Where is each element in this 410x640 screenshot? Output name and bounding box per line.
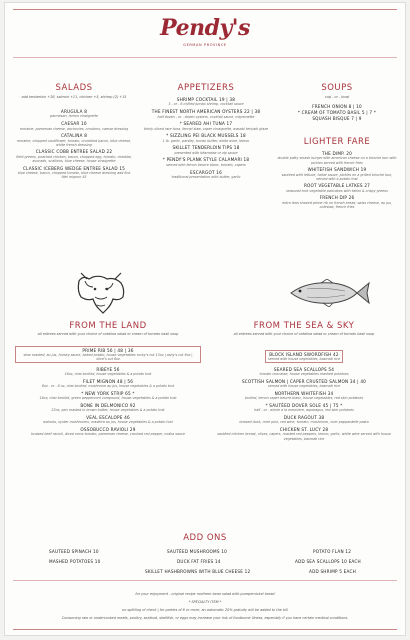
appetizers-heading: APPETIZERS [177, 83, 235, 93]
list-item: VEAL ESCALOPE 46 walnuts, oyster mushrooms, madeira au jus, house vegetables & a potato tost [43, 414, 173, 425]
footer-line-2: * SPECIALTY ITEM * [188, 600, 222, 604]
sea-subtitle: all entrees served with your choice of catalina salad or cream of tomato basil soup [233, 332, 375, 336]
list-item: SQUASH BISQUE 7 | 9 [312, 116, 362, 121]
land-subtitle: all entrees served with your choice of catalina salad or cream of tomato basil soup [37, 332, 179, 336]
footer-rule [13, 580, 397, 581]
list-item: * NEW YORK STRIP 65 * 16oz, char-broiled, green peppercorn compound, house vegetables & a potato tost [39, 390, 177, 401]
list-item: ESCARGOT 16 traditional presentation with butter, garlic [171, 169, 241, 179]
list-item: OSSOBUCCO RAVIOLI 29 braised beef ravioli, diced roma tomato, parmesan cheese, crushed red pepper, vodka sauce [31, 427, 185, 437]
addon-item: MASHED POTATOES 10 [49, 559, 101, 564]
soups-heading: SOUPS [321, 83, 353, 93]
list-item: SHRIMP COCKTAIL 19 | 38 3 - or - 6 chilled jumbo shrimp, cocktail sauce [168, 97, 244, 107]
list-item: SCOTTISH SALMON | CAPER CRUSTED SALMON 34 | 40 served with house vegetables, basmati rice [241, 378, 367, 389]
list-item: WHITEFISH SANDWICH 19 sauteed with lettuce, tartar sauce, pickles on a grilled brioche bun, served with a potato tost [281, 167, 393, 181]
salads-subtitle: add tenderloin +26, salmon +11, chicken +5, shrimp (2) +15 [21, 95, 127, 99]
menu-page [4, 2, 406, 636]
featured-item: PRIME RIB 56 | 48 | 36 slow roasted, au jus, horsey sauce, baked potato, house vegetables rocky's cut 15oz | ashy's cut 9oz | olive's cut 6oz [15, 345, 201, 364]
list-item: THE FINEST NORTH AMERICAN OYSTERS 22 | 38 half dozen - or - dozen oysters, cocktail sauce, mignonette [151, 109, 261, 119]
list-item: * SEARED AHI TUNA 17 thinly sliced rare tuna, fennel slaw, caper vinaigrette, wasabi teriyaki glaze [144, 121, 268, 131]
list-item: * SAUTÉED DOVER SOLE 45 | 75 * half - or - whole a la meuniere, asparagus, red skin potatoes [254, 402, 354, 413]
top-rule [13, 9, 397, 10]
addon-item: ADD SEA SCALLOPS 10 EACH [295, 559, 361, 564]
sea-heading: FROM THE SEA & SKY [253, 321, 355, 331]
top-rule-inner [13, 57, 397, 58]
soups-list [277, 104, 397, 124]
addon-item: SAUTEED SPINACH 10 [49, 549, 99, 554]
list-item: ARUGULA 8 parmesan, lemon vinaigrette [50, 109, 98, 119]
list-item: CAESAR 10 romaine, parmesan cheese, anchovies, croutons, caesar dressing [19, 121, 129, 131]
addon-item: SAUTÉED MUSHROOMS 10 [167, 549, 227, 554]
list-item: CHICKEN ST. LUCY 28 sautéed chicken breast, olives, capers, roasted red peppers, lemon, garlic, white wine served with house vegetables, basmati rice [217, 427, 391, 441]
list-item: DUCK RAGOUT 38 braised duck, mire poix, red wine, tomato, mushroom, over pappardelle pasta [239, 414, 369, 425]
list-item: CATALINA 8 romaine, chopped cauliflower, tomato, crumbled bacon, blue cheese, white french dressing [16, 133, 132, 147]
soups-subtitle: cup - or - bowl [324, 95, 350, 99]
logo: Pendy's [160, 15, 250, 41]
list-item: CLASSIC ICEBERG WEDGE ENTREE SALAD 15 blue cheese, bacon, chopped tomato, blue cheese dressing add 6oz filet mignon 45 [17, 165, 131, 180]
list-item: SEARED SEA SCALLOPS 54 tomato concasse, house vegetables mashed potatoes [259, 366, 349, 376]
lighter-fare-list [277, 151, 397, 212]
list-item: * SIZZLING PEI BLACK MUSSELS 18 1 lb. garlic, parsley, brown butter, white wine, lemon [162, 133, 250, 143]
list-item: FRENCH DIP 26 extra lean shaved prime rib on french bread, swiss cheese, au jus, coleslaw, french fries [282, 195, 392, 209]
appetizers-list [143, 97, 269, 182]
list-item: * PENDY'S PLANK STYLE CALAMARI 18 served with lemon beurre blanc, tomato, capers [162, 157, 250, 167]
salads-list [15, 109, 133, 182]
list-item: NORTHERN WHITEFISH 34 broiled, lemon caper beurre blanc, house vegetables, red skin potatoes [244, 390, 364, 401]
salads-heading: SALADS [55, 83, 93, 93]
fish-icon [287, 279, 371, 307]
list-item: ROOT VEGETABLE LATKES 27 seasonal root vegetable pancakes with tahini & crispy greens [286, 183, 388, 193]
list-item: THE DIMP. 20 double patty smash burger with american cheese on a brioche bun with pickles served with french fries [277, 151, 397, 165]
addon-item: ADD SHRIMP 5 EACH [309, 569, 356, 574]
land-heading: FROM THE LAND [69, 321, 147, 331]
footer-line-1: for your enjoyment - original recipe northern bean salad with pumpernickel bread [135, 592, 275, 596]
list-item: FILET MIGNON 48 | 56 6oz - or - 8 oz, char-broiled, mushroom au jus, house vegetables & a potato tost [41, 378, 175, 389]
land-list [15, 345, 201, 439]
lighter-fare-heading: LIGHTER FARE [303, 137, 371, 147]
addons-heading: ADD ONS [183, 533, 227, 543]
featured-item: BLOCK ISLAND SWORDFISH 42 served with house vegetables, basmati rice [211, 345, 397, 364]
list-item: FRENCH ONION 8 | 10 [312, 104, 362, 109]
footer-line-3: no splitting of check | for parties of 6 or more, an automatic 20% gratuity will be added to the bill [122, 608, 288, 612]
addon-item: DUCK FAT FRIES 14 [177, 559, 221, 564]
addon-item: SKILLET HASHBROWNS WITH BLUE CHEESE 12 [145, 569, 251, 574]
cow-icon [73, 271, 129, 315]
sea-list [211, 345, 397, 443]
addon-item: POTATO FLAN 12 [313, 549, 352, 554]
list-item: CLASSIC COBB ENTREE SALAD 22 field greens, poached chicken, bacon, chopped egg, tomato, cheddar, avocado, scallions, blue cheese, house vinaigrette [16, 149, 132, 163]
footer-line-4: Consuming raw or undercooked meats, poultry, seafood, shellfish, or eggs may increase your risk of foodborne illness, especially if you have certain medical conditions. [61, 616, 349, 620]
list-item: * CREAM OF TOMATO BASIL 5 | 7 * [297, 110, 377, 115]
list-item: BONE IN DELMONICO 92 22oz, pan roasted in brown butter, house vegetables & a potato tost [51, 402, 165, 413]
list-item: SKILLET TENDERLOIN TIPS 18 presented with béarnaise or zip sauce [172, 145, 240, 155]
list-item: RIBEYE 56 16oz, char-broiled, house vegetables & a potato tost [64, 366, 152, 376]
bottom-rule [13, 629, 397, 630]
logo-tagline: GERMAN PROVINCE [183, 43, 227, 47]
